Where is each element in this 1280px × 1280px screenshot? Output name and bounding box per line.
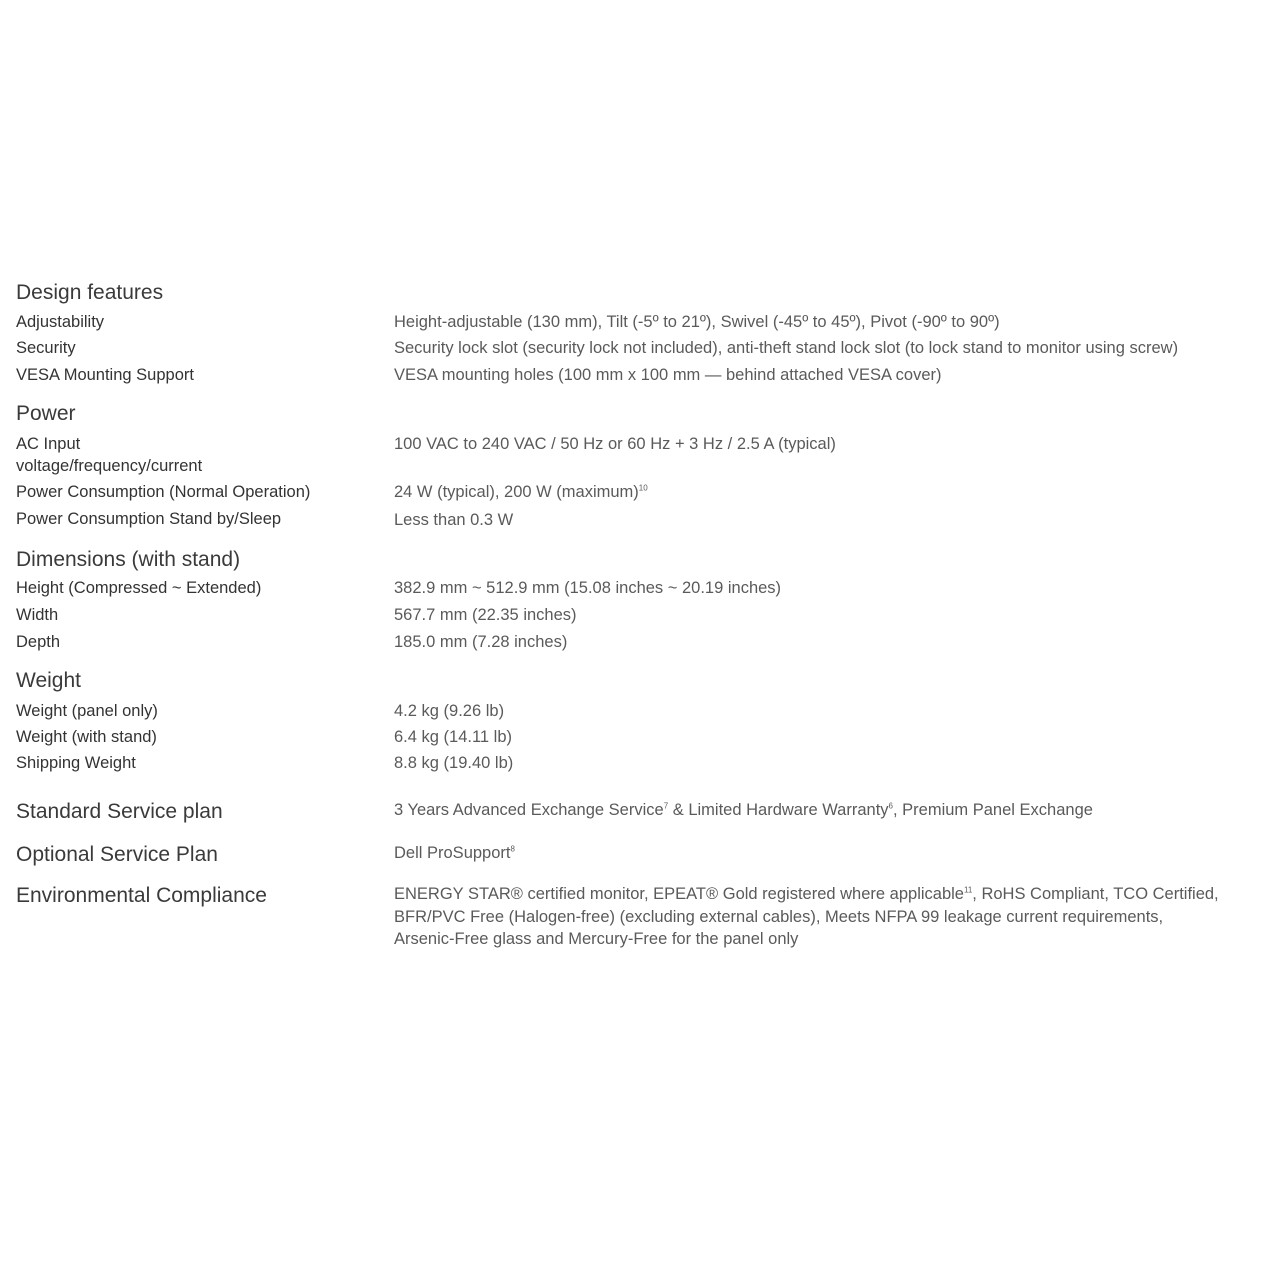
spec-label-width: Width xyxy=(16,606,59,624)
section-heading-design: Design features xyxy=(16,281,164,304)
spec-value-power-normal-text: 24 W (typical), 200 W (maximum) xyxy=(394,483,639,501)
spec-value-power-standby: Less than 0.3 W xyxy=(394,511,514,529)
section-heading-standard-service: Standard Service plan xyxy=(16,800,223,823)
spec-label-power-standby: Power Consumption Stand by/Sleep xyxy=(16,510,282,528)
spec-value-width: 567.7 mm (22.35 inches) xyxy=(394,606,577,624)
spec-value-shipping-weight: 8.8 kg (19.40 lb) xyxy=(394,754,514,772)
section-heading-weight: Weight xyxy=(16,669,81,692)
spec-value-height: 382.9 mm ~ 512.9 mm (15.08 inches ~ 20.19 inches) xyxy=(394,579,782,597)
spec-label-ac-input-line1: AC Input xyxy=(16,435,81,453)
spec-value-power-normal xyxy=(394,481,648,503)
spec-label-weight-panel: Weight (panel only) xyxy=(16,702,158,720)
standard-service-text-1: 3 Years Advanced Exchange Service xyxy=(394,801,664,819)
spec-label-ac-input xyxy=(16,433,202,477)
spec-label-ac-input-line2: voltage/frequency/current xyxy=(16,457,203,475)
environmental-line-3: Arsenic-Free glass and Mercury-Free for the panel only xyxy=(394,930,799,948)
footnote-marker: 8 xyxy=(510,844,515,854)
footnote-marker: 7 xyxy=(663,801,669,811)
section-heading-optional-service: Optional Service Plan xyxy=(16,843,218,866)
spec-value-weight-panel: 4.2 kg (9.26 lb) xyxy=(394,702,505,720)
footnote-marker: 11 xyxy=(963,885,973,895)
spec-label-vesa: VESA Mounting Support xyxy=(16,366,194,384)
spec-label-security: Security xyxy=(16,339,76,357)
environmental-line-1-text: ENERGY STAR® certified monitor, EPEAT® Gold registered where applicable xyxy=(394,885,964,903)
spec-label-shipping-weight: Shipping Weight xyxy=(16,754,136,772)
footnote-marker: 6 xyxy=(888,801,893,811)
spec-label-depth: Depth xyxy=(16,633,61,651)
spec-value-security: Security lock slot (security lock not included), anti-theft stand lock slot (to lock stand to monitor using screw) xyxy=(394,339,1179,357)
standard-service-text-2: & Limited Hardware Warranty xyxy=(668,801,889,819)
section-heading-environmental: Environmental Compliance xyxy=(16,884,267,907)
spec-label-adjustability: Adjustability xyxy=(16,313,105,331)
footnote-marker: 10 xyxy=(638,483,648,493)
spec-label-weight-stand: Weight (with stand) xyxy=(16,728,157,746)
optional-service-text: Dell ProSupport xyxy=(394,844,511,862)
spec-value-depth: 185.0 mm (7.28 inches) xyxy=(394,633,568,651)
environmental-line-1 xyxy=(394,883,1264,906)
section-heading-power: Power xyxy=(16,402,76,425)
environmental-line-2: BFR/PVC Free (Halogen-free) (excluding external cables), Meets NFPA 99 leakage current requirements, xyxy=(394,907,1164,926)
standard-service-text-3: , Premium Panel Exchange xyxy=(892,801,1093,819)
spec-value-standard-service xyxy=(394,799,1093,821)
section-heading-dimensions: Dimensions (with stand) xyxy=(16,548,241,571)
spec-value-ac-input: 100 VAC to 240 VAC / 50 Hz or 60 Hz + 3 Hz / 2.5 A (typical) xyxy=(394,435,836,453)
spec-value-environmental xyxy=(394,883,1264,951)
spec-value-optional-service xyxy=(394,842,515,864)
spec-value-weight-stand: 6.4 kg (14.11 lb) xyxy=(394,728,513,746)
spec-label-power-normal: Power Consumption (Normal Operation) xyxy=(16,483,311,501)
spec-label-height: Height (Compressed ~ Extended) xyxy=(16,579,262,597)
spec-value-adjustability: Height-adjustable (130 mm), Tilt (-5º to 21º), Swivel (-45º to 45º), Pivot (-90º to 90º) xyxy=(394,313,1000,331)
environmental-line-1-tail: , RoHS Compliant, TCO Certified, xyxy=(972,885,1219,903)
spec-value-vesa: VESA mounting holes (100 mm x 100 mm — behind attached VESA cover) xyxy=(394,366,942,384)
